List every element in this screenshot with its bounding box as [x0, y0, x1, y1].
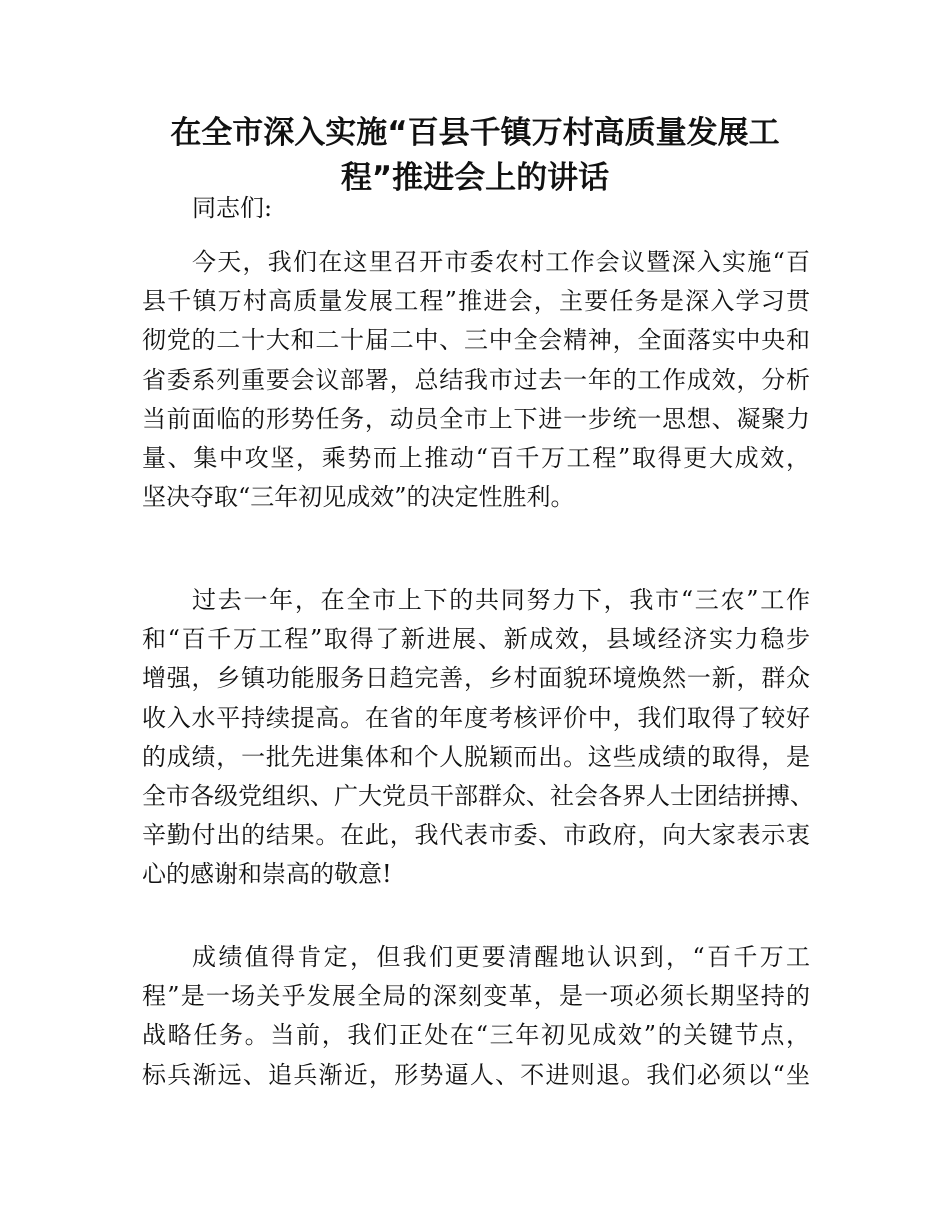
- paragraph-2-line: 过去一年，在全市上下的共同努力下，我市“三农”工作: [192, 586, 810, 614]
- paragraph-2-line: 收入水平持续提高。在省的年度考核评价中，我们取得了较好: [142, 703, 810, 732]
- salutation: 同志们:: [192, 194, 273, 222]
- paragraph-1-line: 彻党的二十大和二十届二中、三中全会精神，全面落实中央和: [142, 326, 810, 355]
- paragraph-3-line: 标兵渐远、追兵渐近，形势逼人、不进则退。我们必须以“坐: [142, 1060, 810, 1089]
- paragraph-2-line: 全市各级党组织、广大党员干部群众、社会各界人士团结拼搏、: [142, 782, 814, 810]
- paragraph-1-line: 县千镇万村高质量发展工程”推进会，主要任务是深入学习贯: [142, 287, 810, 316]
- title-line-1: 在全市深入实施“百县千镇万村高质量发展工: [170, 115, 780, 151]
- paragraph-3-line: 成绩值得肯定，但我们更要清醒地认识到，“百千万工: [192, 943, 810, 971]
- paragraph-3-line: 程”是一场关乎发展全局的深刻变革，是一项必须长期坚持的: [142, 982, 810, 1011]
- paragraph-2-line: 的成绩，一批先进集体和个人脱颖而出。这些成绩的取得，是: [142, 742, 810, 771]
- paragraph-1-line: 省委系列重要会议部署，总结我市过去一年的工作成效，分析: [142, 365, 810, 394]
- paragraph-2-line: 心的感谢和崇高的敬意!: [142, 860, 392, 889]
- paragraph-2-line: 增强，乡镇功能服务日趋完善，乡村面貌环境焕然一新，群众: [142, 664, 810, 693]
- paragraph-1-line: 坚决夺取“三年初见成效”的决定性胜利。: [142, 483, 575, 512]
- paragraph-2-line: 辛勤付出的结果。在此，我代表市委、市政府，向大家表示衷: [142, 821, 810, 850]
- paragraph-3-line: 战略任务。当前，我们正处在“三年初见成效”的关键节点，: [142, 1021, 810, 1050]
- title-line-2: 程”推进会上的讲话: [340, 160, 610, 196]
- paragraph-1-line: 今天，我们在这里召开市委农村工作会议暨深入实施“百: [192, 248, 810, 276]
- paragraph-2-line: 和“百千万工程”取得了新进展、新成效，县域经济实力稳步: [142, 625, 810, 654]
- paragraph-1-line: 量、集中攻坚，乘势而上推动“百千万工程”取得更大成效，: [142, 444, 810, 472]
- paragraph-1-line: 当前面临的形势任务，动员全市上下进一步统一思想、凝聚力: [142, 404, 810, 433]
